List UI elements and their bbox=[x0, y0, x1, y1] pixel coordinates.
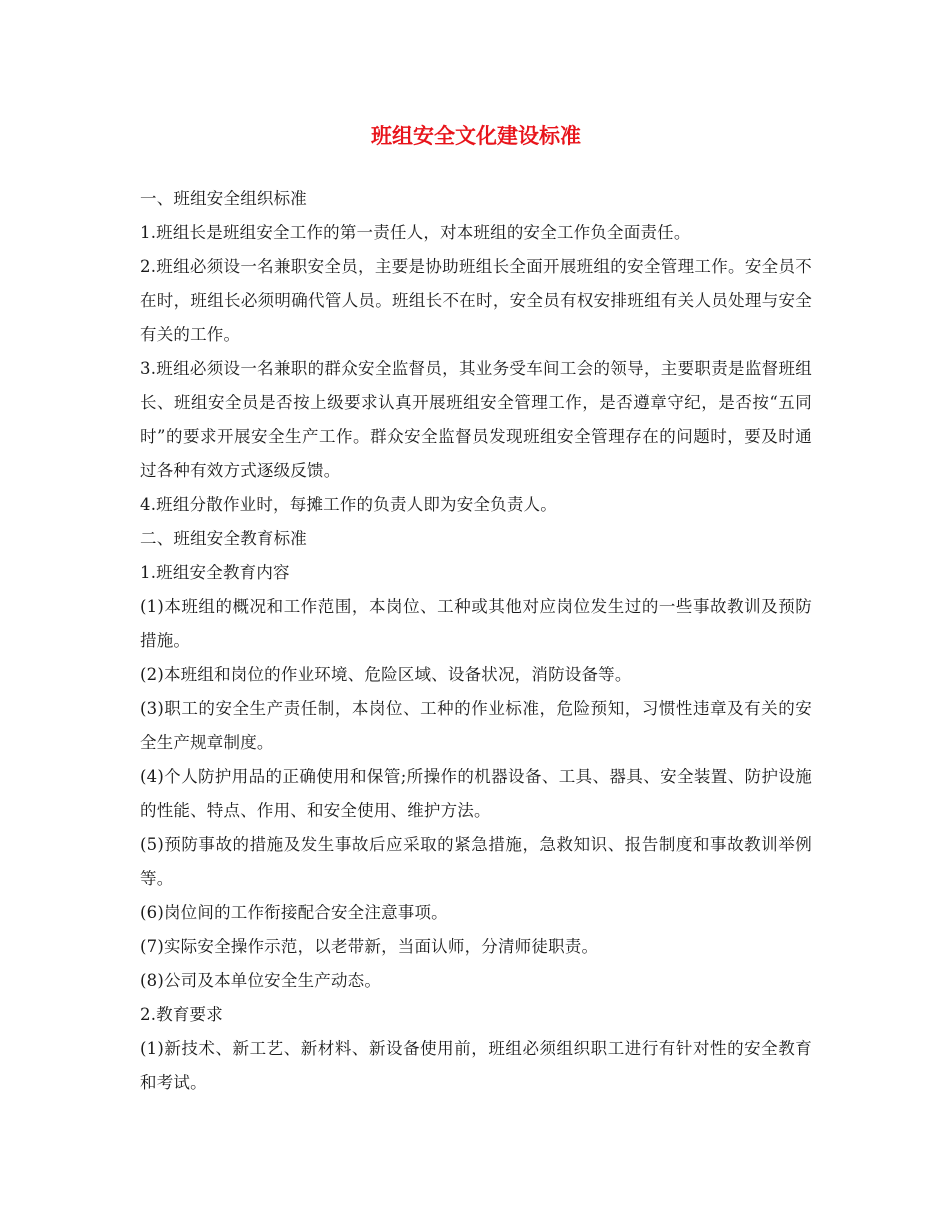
section-heading-1: 一、班组安全组织标准 bbox=[140, 189, 307, 208]
list-item: (8)公司及本单位安全生产动态。 bbox=[140, 971, 382, 990]
list-item: (7)实际安全操作示范，以老带新，当面认师，分清师徒职责。 bbox=[140, 937, 599, 956]
list-item: (1)新技术、新工艺、新材料、新设备使用前，班组必须组织职工进行有针对性的安全教育和考试。 bbox=[140, 1039, 812, 1092]
list-item: (4)个人防护用品的正确使用和保管;所操作的机器设备、工具、器具、安全装置、防护设施的性能、特点、作用、和安全使用、维护方法。 bbox=[140, 767, 812, 820]
list-item: (3)职工的安全生产责任制，本岗位、工种的作业标准，危险预知，习惯性违章及有关的安全生产规章制度。 bbox=[140, 699, 812, 752]
list-item: (5)预防事故的措施及发生事故后应采取的紧急措施，急救知识、报告制度和事故教训举例等。 bbox=[140, 835, 812, 888]
paragraph: 1.班组长是班组安全工作的第一责任人，对本班组的安全工作负全面责任。 bbox=[140, 223, 691, 242]
document-page bbox=[140, 116, 812, 1100]
subsection-heading: 1.班组安全教育内容 bbox=[140, 563, 290, 582]
paragraph: 2.班组必须设一名兼职安全员，主要是协助班组长全面开展班组的安全管理工作。安全员不在时，班组长必须明确代管人员。班组长不在时，安全员有权安排班组有关人员处理与安全有关的工作。 bbox=[140, 257, 812, 344]
paragraph: 3.班组必须设一名兼职的群众安全监督员，其业务受车间工会的领导，主要职责是监督班组长、班组安全员是否按上级要求认真开展班组安全管理工作，是否遵章守纪，是否按“五同时”的要求开展安全生产工作。群众安全监督员发现班组安全管理存在的问题时，要及时通过各种有效方式逐级反馈。 bbox=[140, 359, 812, 480]
document-title: 班组安全文化建设标准 bbox=[371, 124, 581, 148]
paragraph: 4.班组分散作业时，每摊工作的负责人即为安全负责人。 bbox=[140, 495, 557, 514]
list-item: (1)本班组的概况和工作范围，本岗位、工种或其他对应岗位发生过的一些事故教训及预防措施。 bbox=[140, 597, 812, 650]
section-heading-2: 二、班组安全教育标准 bbox=[140, 529, 307, 548]
list-item: (6)岗位间的工作衔接配合安全注意事项。 bbox=[140, 903, 448, 922]
subsection-heading: 2.教育要求 bbox=[140, 1005, 223, 1024]
list-item: (2)本班组和岗位的作业环境、危险区域、设备状况，消防设备等。 bbox=[140, 665, 632, 684]
